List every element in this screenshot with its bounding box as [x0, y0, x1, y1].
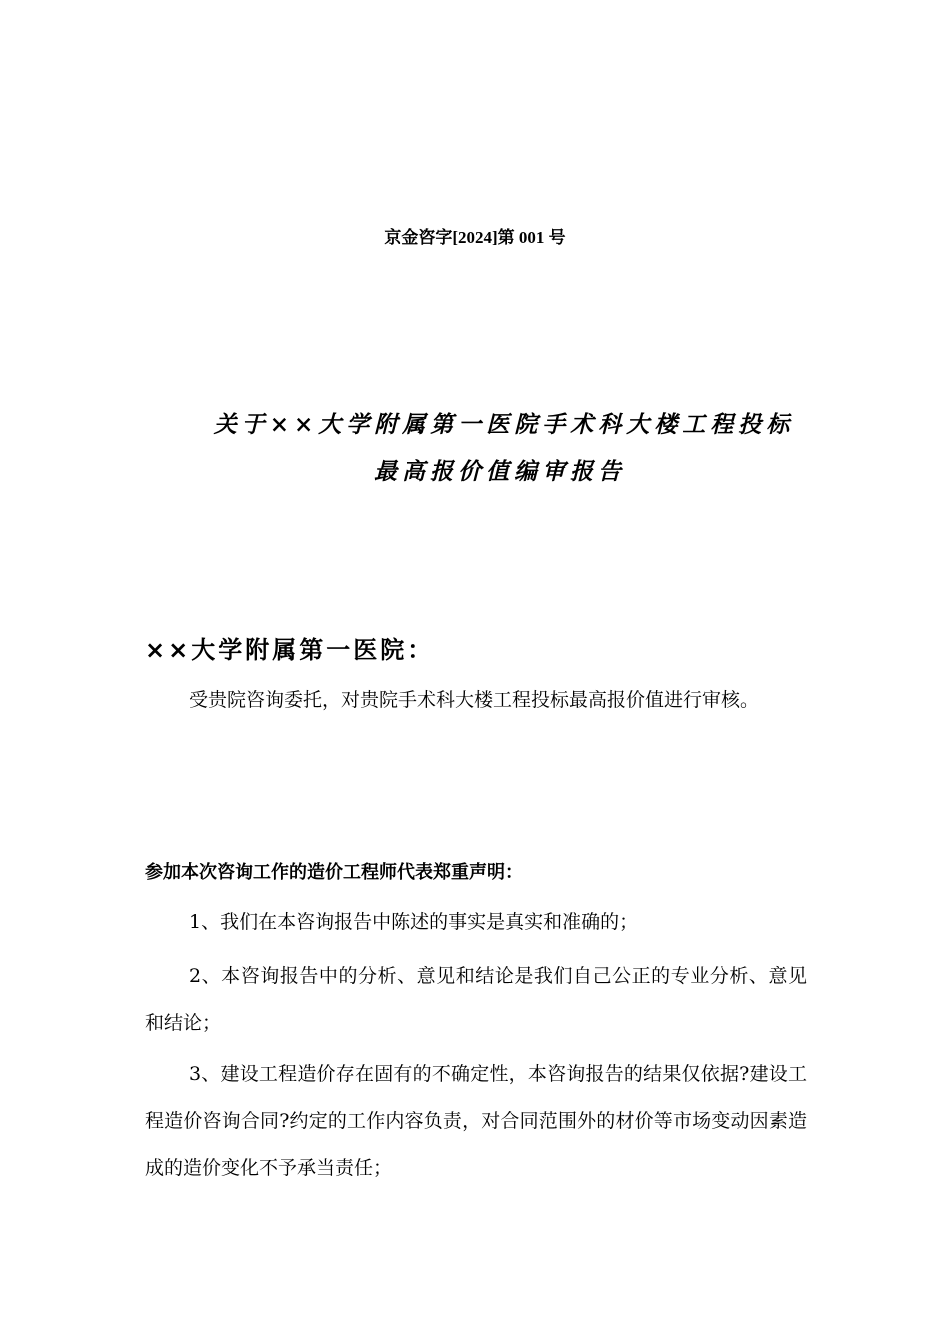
- intro-paragraph: 受贵院咨询委托，对贵院手术科大楼工程投标最高报价值进行审核。: [189, 689, 760, 711]
- declaration-item-1: 1、我们在本咨询报告中陈述的事实是真实和准确的；: [189, 911, 639, 933]
- declaration-item-2: 2、本咨询报告中的分析、意见和结论是我们自己公正的专业分析、意见和结论；: [145, 965, 807, 1034]
- report-title-line-2: 最高报价值编审报告: [374, 458, 626, 485]
- report-title-line-1: 关于××大学附属第一医院手术科大楼工程投标: [213, 411, 795, 438]
- document-number: 京金咨字[2024]第 001 号: [384, 228, 566, 247]
- declaration-heading: 参加本次咨询工作的造价工程师代表郑重声明：: [145, 862, 523, 883]
- declaration-item-3: 3、建设工程造价存在固有的不确定性，本咨询报告的结果仅依据?建设工程造价咨询合同?约定的工作内容负责，对合同范围外的材价等市场变动因素造成的造价变化不予承当责任；: [145, 1063, 807, 1179]
- addressee: ××大学附属第一医院：: [145, 636, 435, 664]
